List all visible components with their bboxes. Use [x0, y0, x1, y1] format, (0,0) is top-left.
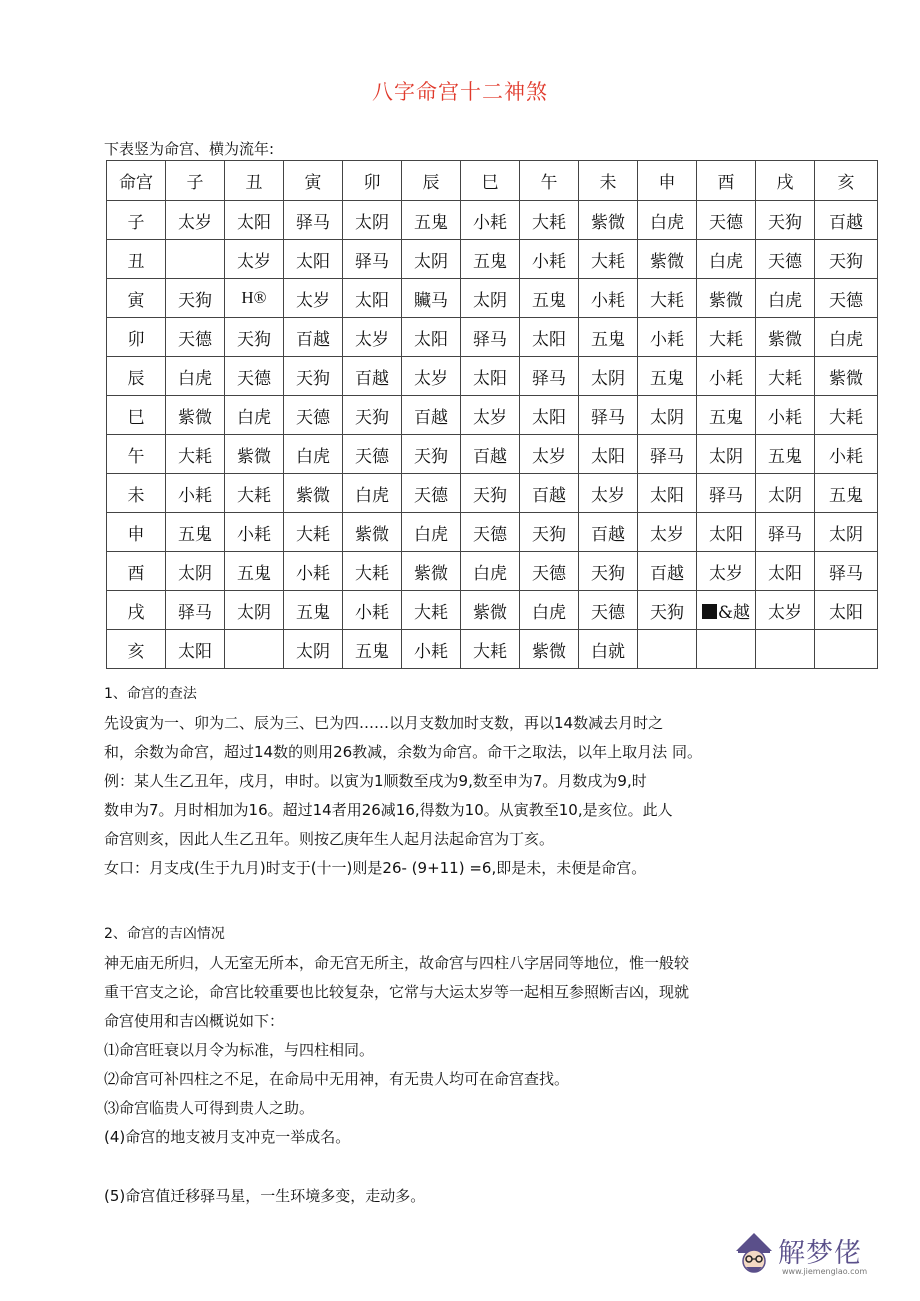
table-cell: 驿马: [638, 435, 697, 474]
table-cell: 太岁: [756, 591, 815, 630]
table-cell: 太阴: [697, 435, 756, 474]
table-cell: 驿马: [284, 201, 343, 240]
table-cell: 五鬼: [697, 396, 756, 435]
table-cell: 太阴: [579, 357, 638, 396]
table-cell: 天德: [225, 357, 284, 396]
table-cell: 五鬼: [284, 591, 343, 630]
table-cell: 紫微: [697, 279, 756, 318]
section-heading: 2、命宫的吉凶情况: [104, 926, 225, 942]
table-cell: 五鬼: [579, 318, 638, 357]
column-header: 辰: [402, 161, 461, 201]
table-cell: 太阳: [343, 279, 402, 318]
section-lookup-method: [104, 680, 702, 883]
table-cell: 小耗: [166, 474, 225, 513]
table-cell: 白虎: [756, 279, 815, 318]
table-cell: 紫微: [579, 201, 638, 240]
column-header: 未: [579, 161, 638, 201]
table-cell: 白虎: [166, 357, 225, 396]
column-header: 申: [638, 161, 697, 201]
table-cell: 驿马: [579, 396, 638, 435]
table-cell: H®: [225, 279, 284, 318]
table-row: [107, 474, 878, 513]
paragraph-line: 例：某人生乙丑年，戌月，申时。以寅为1顺数至戌为9,数至申为7。月数戌为9,时: [104, 772, 647, 790]
table-cell: 太岁: [225, 240, 284, 279]
watermark-logo: [732, 1227, 892, 1285]
table-row: [107, 435, 878, 474]
column-header: 午: [520, 161, 579, 201]
table-cell: 天狗: [815, 240, 878, 279]
black-square-glyph: [702, 604, 717, 619]
table-cell: 太阳: [638, 474, 697, 513]
table-cell: 天德: [697, 201, 756, 240]
table-cell: 五鬼: [815, 474, 878, 513]
section-fortune-tail: [104, 1182, 425, 1211]
table-cell: 大耗: [815, 396, 878, 435]
table-cell: [638, 630, 697, 669]
table-cell: 白虎: [225, 396, 284, 435]
paragraph-line: 数申为7。月时相加为16。超过14者用26减16,得数为10。从寅教至10,是亥位。此人: [104, 801, 673, 819]
table-cell: 驿马: [756, 513, 815, 552]
table-cell: 大耗: [166, 435, 225, 474]
table-cell: 太阴: [225, 591, 284, 630]
table-cell: 太阳: [579, 435, 638, 474]
row-header: 酉: [107, 552, 166, 591]
row-header: 未: [107, 474, 166, 513]
table-cell: 百越: [343, 357, 402, 396]
table-cell: 大耗: [284, 513, 343, 552]
table-cell: 驿马: [343, 240, 402, 279]
table-cell: 五鬼: [343, 630, 402, 669]
table-cell: 紫微: [815, 357, 878, 396]
table-cell: 天德: [402, 474, 461, 513]
column-header: 卯: [343, 161, 402, 201]
table-cell: 太阳: [815, 591, 878, 630]
table-row: [107, 357, 878, 396]
table-cell: 太阴: [815, 513, 878, 552]
table-cell: 五鬼: [225, 552, 284, 591]
table-row: [107, 396, 878, 435]
list-item: (5)命宫值迁移驿马星，一生环境多变，走动多。: [104, 1187, 426, 1205]
table-cell: 太岁: [402, 357, 461, 396]
table-cell: 太阳: [697, 513, 756, 552]
table-cell: 太阴: [756, 474, 815, 513]
section-heading: 1、命宫的查法: [104, 686, 197, 702]
table-cell: 天德: [756, 240, 815, 279]
table-cell: 大耗: [579, 240, 638, 279]
table-cell: 驿马: [461, 318, 520, 357]
table-cell: 太岁: [284, 279, 343, 318]
table-cell: 五鬼: [756, 435, 815, 474]
table-cell: 太阳: [284, 240, 343, 279]
table-cell: 太阳: [225, 201, 284, 240]
fortune-teller-icon: [732, 1229, 776, 1279]
table-cell: 白虎: [638, 201, 697, 240]
table-cell: 大耗: [697, 318, 756, 357]
table-cell: 太阴: [638, 396, 697, 435]
row-header: 申: [107, 513, 166, 552]
table-cell: 紫微: [402, 552, 461, 591]
row-header: 丑: [107, 240, 166, 279]
table-cell: 五鬼: [638, 357, 697, 396]
table-cell: 小耗: [638, 318, 697, 357]
column-header: 巳: [461, 161, 520, 201]
table-cell: 小耗: [520, 240, 579, 279]
section-fortune: [104, 920, 689, 1152]
table-row: [107, 552, 878, 591]
row-header: 辰: [107, 357, 166, 396]
table-cell: 白虎: [697, 240, 756, 279]
table-cell: 小耗: [461, 201, 520, 240]
table-cell: 紫微: [461, 591, 520, 630]
table-cell: 白虎: [284, 435, 343, 474]
table-cell: 太岁: [166, 201, 225, 240]
paragraph-line: 重干宫支之论，命宫比较重要也比较复杂，它常与大运太岁等一起相互参照断吉凶，现就: [104, 983, 690, 1001]
table-cell: 太阳: [402, 318, 461, 357]
row-header: 午: [107, 435, 166, 474]
table-cell: [225, 630, 284, 669]
paragraph-line: 先设寅为一、卯为二、辰为三、巳为四……以月支数加时支数，再以14数减去月时之: [104, 714, 664, 732]
table-cell: 太阴: [284, 630, 343, 669]
table-row: [107, 201, 878, 240]
table-cell: 五鬼: [461, 240, 520, 279]
table-cell: 太岁: [461, 396, 520, 435]
row-header: 卯: [107, 318, 166, 357]
table-cell: 白虎: [402, 513, 461, 552]
table-cell: [166, 240, 225, 279]
row-header: 巳: [107, 396, 166, 435]
row-header: 戌: [107, 591, 166, 630]
table-cell: 大耗: [520, 201, 579, 240]
table-cell: 太阴: [461, 279, 520, 318]
table-cell: 天狗: [638, 591, 697, 630]
shensha-table: [106, 160, 878, 669]
table-cell: 太岁: [343, 318, 402, 357]
table-cell: 贜马: [402, 279, 461, 318]
table-cell: 百越: [520, 474, 579, 513]
table-cell: [697, 630, 756, 669]
table-cell: 五鬼: [520, 279, 579, 318]
table-cell: 天狗: [461, 474, 520, 513]
table-cell: 紫微: [343, 513, 402, 552]
table-cell: 百越: [461, 435, 520, 474]
table-cell: 太阳: [520, 318, 579, 357]
table-cell: 大耗: [343, 552, 402, 591]
table-row: [107, 513, 878, 552]
table-cell: 驿马: [815, 552, 878, 591]
table-row: [107, 591, 878, 630]
table-cell: 小耗: [225, 513, 284, 552]
table-cell: 天狗: [579, 552, 638, 591]
table-row: [107, 318, 878, 357]
table-cell: 小耗: [343, 591, 402, 630]
column-header: 酉: [697, 161, 756, 201]
table-cell: 小耗: [815, 435, 878, 474]
paragraph-line: 命宫使用和吉凶概说如下：: [104, 1012, 285, 1030]
table-cell: &越: [697, 591, 756, 630]
column-header: 寅: [284, 161, 343, 201]
table-cell: 驿马: [166, 591, 225, 630]
table-cell: 太阴: [166, 552, 225, 591]
table-cell: 太阴: [343, 201, 402, 240]
table-cell: 天狗: [520, 513, 579, 552]
column-header: 亥: [815, 161, 878, 201]
table-cell: 天德: [520, 552, 579, 591]
table-header-row: [107, 161, 878, 201]
table-cell: 紫微: [284, 474, 343, 513]
table-row: [107, 240, 878, 279]
table-cell: 百越: [638, 552, 697, 591]
table-cell: 天德: [461, 513, 520, 552]
table-cell: 大耗: [225, 474, 284, 513]
row-header: 亥: [107, 630, 166, 669]
table-cell: 太阳: [166, 630, 225, 669]
table-cell: 太阳: [756, 552, 815, 591]
list-item: ⑴命宫旺衰以月令为标准，与四柱相同。: [104, 1041, 375, 1059]
row-header: 寅: [107, 279, 166, 318]
table-cell: 紫微: [638, 240, 697, 279]
watermark-url: www.jiemenglao.com: [782, 1267, 868, 1276]
table-cell: 白就: [579, 630, 638, 669]
table-cell: 天德: [166, 318, 225, 357]
watermark-name: 解梦佬: [778, 1238, 862, 1269]
table-cell: 大耗: [756, 357, 815, 396]
table-cell: 百越: [579, 513, 638, 552]
table-cell: 小耗: [756, 396, 815, 435]
table-cell: 白虎: [461, 552, 520, 591]
table-cell: 五鬼: [402, 201, 461, 240]
table-cell: 天狗: [402, 435, 461, 474]
table-cell: 大耗: [638, 279, 697, 318]
table-cell: 太岁: [520, 435, 579, 474]
table-cell: 大耗: [402, 591, 461, 630]
table-cell: 太岁: [579, 474, 638, 513]
table-cell: 太岁: [638, 513, 697, 552]
table-cell: 小耗: [579, 279, 638, 318]
table-cell: 太岁: [697, 552, 756, 591]
table-cell: 百越: [815, 201, 878, 240]
table-cell: 太阳: [461, 357, 520, 396]
table-cell: 五鬼: [166, 513, 225, 552]
paragraph-line: 女口：月支戌(生于九月)时支于(十一)则是26- (9+11) =6,即是未，未便是命宫。: [104, 859, 647, 877]
column-header: 子: [166, 161, 225, 201]
table-cell: 小耗: [402, 630, 461, 669]
table-cell: 天德: [343, 435, 402, 474]
column-header: 戌: [756, 161, 815, 201]
row-header: 子: [107, 201, 166, 240]
table-cell: 白虎: [520, 591, 579, 630]
table-cell: 天狗: [166, 279, 225, 318]
page-title: 八字命宫十二神煞: [372, 80, 548, 104]
table-row: [107, 279, 878, 318]
table-cell: 百越: [402, 396, 461, 435]
table-cell: 大耗: [461, 630, 520, 669]
table-cell: 驿马: [697, 474, 756, 513]
table-caption: 下表竖为命宫、横为流年:: [104, 140, 275, 158]
table-cell: 太阴: [402, 240, 461, 279]
table-cell: 天德: [579, 591, 638, 630]
table-cell: 小耗: [697, 357, 756, 396]
table-cell: 驿马: [520, 357, 579, 396]
list-item: ⑶命宫临贵人可得到贵人之助。: [104, 1099, 315, 1117]
table-cell: [756, 630, 815, 669]
table-row: [107, 630, 878, 669]
table-cell: 紫微: [166, 396, 225, 435]
table-cell: 太阳: [520, 396, 579, 435]
table-cell: 百越: [284, 318, 343, 357]
table-cell: [815, 630, 878, 669]
table-cell: 天狗: [225, 318, 284, 357]
table-cell: 白虎: [343, 474, 402, 513]
table-cell: 天德: [815, 279, 878, 318]
paragraph-line: 和，余数为命宫，超过14数的则用26教减，余数为命宫。命干之取法，以年上取月法 同。: [104, 743, 702, 761]
table-cell: 天狗: [343, 396, 402, 435]
table-cell: 紫微: [756, 318, 815, 357]
table-cell: 天狗: [284, 357, 343, 396]
list-item: ⑵命宫可补四柱之不足，在命局中无用神，有无贵人均可在命宫查找。: [104, 1070, 570, 1088]
table-cell: 白虎: [815, 318, 878, 357]
table-cell: 紫微: [225, 435, 284, 474]
table-cell: 小耗: [284, 552, 343, 591]
table-corner-cell: 命宫: [107, 161, 166, 201]
list-item: (4)命宫的地支被月支冲克一举成名。: [104, 1128, 351, 1146]
column-header: 丑: [225, 161, 284, 201]
paragraph-line: 命宫则亥，因此人生乙丑年。则按乙庚年生人起月法起命宫为丁亥。: [104, 830, 555, 848]
table-cell: 天狗: [756, 201, 815, 240]
table-cell: 紫微: [520, 630, 579, 669]
table-cell: 天德: [284, 396, 343, 435]
paragraph-line: 神无庙无所归，人无室无所本，命无宫无所主，故命宫与四柱八字居同等地位，惟一般较: [104, 954, 690, 972]
